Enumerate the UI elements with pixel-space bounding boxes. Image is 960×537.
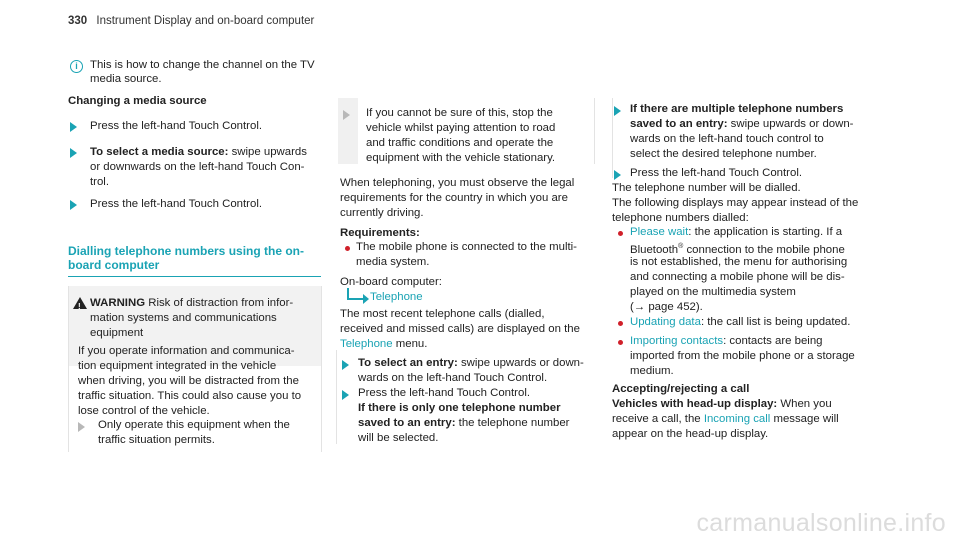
step-text: The telephone number will be dialled.	[612, 182, 801, 194]
divider	[321, 286, 322, 452]
warning-paragraph: If you operate information and communica-	[78, 345, 295, 357]
arrow-step-icon	[70, 148, 77, 158]
paragraph-part: message will	[770, 413, 839, 425]
note-step: vehicle whilst paying attention to road	[366, 122, 556, 134]
importing-contacts-link[interactable]: Importing contacts	[630, 335, 724, 347]
warning-paragraph: when driving, you will be distracted from the	[78, 375, 299, 387]
step-text: Press the left-hand Touch Control.	[358, 387, 531, 399]
list-item-line: and connecting a mobile phone will be dis-	[630, 271, 845, 283]
telephone-link[interactable]: Telephone	[340, 338, 393, 350]
warning-rest: Risk of distraction from infor-	[145, 297, 294, 309]
step-text: or downwards on the left-hand Touch Con-	[90, 161, 305, 173]
arrow-step-icon	[342, 360, 349, 370]
step-text: Press the left-hand Touch Control.	[90, 120, 263, 132]
arrow-step-icon	[78, 422, 85, 432]
arrow-step-icon	[70, 122, 77, 132]
step-rest: swipe upwards	[228, 146, 307, 158]
bluetooth-text: Bluetooth	[630, 243, 679, 256]
subheading-inline: Vehicles with head-up display:	[612, 398, 778, 410]
step-bold: saved to an entry:	[630, 118, 728, 130]
arrow-step-icon	[342, 390, 349, 400]
step-bold: To select a media source:	[90, 146, 229, 158]
page-number: 330	[68, 15, 88, 27]
list-item-line: played on the multimedia system	[630, 286, 796, 298]
list-item	[630, 315, 850, 330]
paragraph: telephone numbers dialled:	[612, 212, 749, 224]
arrow-step-icon	[614, 106, 621, 116]
warning-text: equipment	[90, 327, 144, 339]
paragraph: The most recent telephone calls (dialled,	[340, 308, 545, 320]
step-text	[90, 145, 307, 160]
list-item-rest: : contacts are being	[723, 335, 823, 347]
requirement-text: media system.	[356, 256, 430, 268]
incoming-call-link[interactable]: Incoming call	[703, 413, 771, 425]
page-header	[68, 14, 314, 29]
list-item-rest: : the application is starting. If a	[688, 226, 843, 238]
warning-step: traffic situation permits.	[98, 434, 215, 446]
step-text	[358, 416, 569, 431]
arrow-step-icon	[614, 170, 621, 180]
section-heading: Dialling telephone numbers using the on-	[68, 244, 305, 258]
paragraph	[612, 412, 839, 427]
paragraph-rest: menu.	[392, 338, 428, 350]
onboard-label: On-board computer:	[340, 276, 442, 288]
step-text: wards on the left-hand Touch Control.	[358, 372, 548, 384]
note-step: and traffic conditions and operate the	[366, 137, 554, 149]
paragraph-part: receive a call, the	[612, 413, 704, 425]
registered-mark: ®	[678, 243, 684, 250]
menu-path-telephone[interactable]: Telephone	[370, 291, 423, 303]
step-bold: If there is only one telephone number	[358, 402, 561, 414]
list-item-line: is not established, the menu for authorising	[630, 256, 848, 268]
step-text: trol.	[90, 176, 109, 188]
section-heading: board computer	[68, 258, 160, 272]
paragraph-rest: When you	[777, 398, 832, 410]
warning-paragraph: lose control of the vehicle.	[78, 405, 210, 417]
step-rest: the telephone number	[455, 417, 570, 429]
step-bold: If there are multiple telephone numbers	[630, 103, 844, 115]
page-reference[interactable]: (→ page 452).	[630, 301, 703, 313]
step-text: select the desired telephone number.	[630, 148, 817, 160]
divider	[68, 286, 69, 452]
bullet-icon	[618, 231, 623, 236]
step-text	[630, 117, 853, 132]
step-text: will be selected.	[358, 432, 439, 444]
warning-paragraph: traffic situation. This could also cause you to	[78, 390, 302, 402]
step-text	[358, 356, 584, 371]
arrow-step-icon	[70, 200, 77, 210]
info-icon: i	[70, 60, 83, 73]
requirement-text: The mobile phone is connected to the multi-	[356, 241, 577, 253]
bullet-icon	[618, 340, 623, 345]
watermark: carmanualsonline.info	[696, 509, 946, 537]
menu-path-icon	[347, 288, 363, 300]
step-text: Press the left-hand Touch Control.	[630, 167, 803, 179]
paragraph: received and missed calls) are displayed on the	[340, 323, 580, 335]
divider	[594, 98, 595, 164]
step-rest: swipe upwards or down-	[727, 118, 854, 130]
warning-text	[90, 296, 293, 311]
step-rest: swipe upwards or down-	[457, 357, 584, 369]
step-text: Press the left-hand Touch Control.	[90, 198, 263, 210]
paragraph: currently driving.	[340, 207, 424, 219]
paragraph: When telephoning, you must observe the legal	[340, 177, 575, 189]
section-title: Instrument Display and on-board computer	[96, 15, 315, 27]
paragraph: requirements for the country in which you are	[340, 192, 568, 204]
warning-title: WARNING	[90, 297, 146, 309]
list-item-line: imported from the mobile phone or a storage	[630, 350, 855, 362]
subheading: Accepting/rejecting a call	[612, 383, 750, 395]
note-step: equipment with the vehicle stationary.	[366, 152, 556, 164]
divider	[612, 98, 613, 178]
info-note-line: media source.	[90, 73, 162, 85]
requirements-heading: Requirements:	[340, 227, 420, 239]
warning-text: mation systems and communications	[90, 312, 277, 324]
arrow-step-icon	[343, 110, 350, 120]
step-bold: saved to an entry:	[358, 417, 456, 429]
warning-icon: !	[73, 297, 87, 309]
list-item	[630, 225, 842, 240]
list-item-line: medium.	[630, 365, 674, 377]
updating-data-link[interactable]: Updating data	[630, 316, 701, 328]
warning-step: Only operate this equipment when the	[98, 419, 290, 431]
paragraph: appear on the head-up display.	[612, 428, 769, 440]
note-step: If you cannot be sure of this, stop the	[366, 107, 553, 119]
paragraph: The following displays may appear instead of the	[612, 197, 859, 209]
bullet-icon	[618, 321, 623, 326]
list-item-rest: connection to the mobile phone	[686, 243, 845, 256]
warning-paragraph: tion equipment integrated in the vehicle	[78, 360, 277, 372]
subheading: Changing a media source	[68, 95, 207, 107]
list-item	[630, 334, 823, 349]
step-text: wards on the left-hand touch control to	[630, 133, 824, 145]
paragraph	[340, 337, 427, 352]
heading-rule	[68, 276, 321, 277]
paragraph	[612, 397, 832, 412]
divider	[336, 350, 337, 444]
bullet-icon	[345, 246, 350, 251]
please-wait-link[interactable]: Please wait	[630, 226, 689, 238]
list-item-rest: : the call list is being updated.	[700, 316, 851, 328]
step-bold: To select an entry:	[358, 357, 458, 369]
note-box	[338, 98, 358, 164]
info-note-line: This is how to change the channel on the TV	[90, 59, 315, 71]
